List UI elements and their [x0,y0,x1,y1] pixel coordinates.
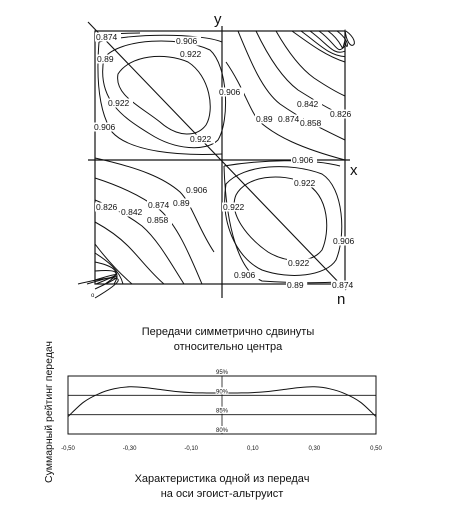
line-chart-y-label: Суммарный рейтинг передач [43,341,55,483]
contour-level-label: 0.89 [97,54,114,64]
contour-line-corner-tr [345,30,354,46]
x-tick-label: -0,10 [184,446,199,452]
contour-level-label: 0.906 [94,122,116,132]
y-axis-letter: y [214,11,222,28]
contour-level-label: 0.89 [173,198,190,208]
contour-level-label: 0.922 [223,202,245,212]
contour-level-label: 0.922 [180,49,202,59]
corner-mark: o [91,293,95,299]
contour-line-corner-tr [328,31,345,48]
contour-line-band-upper-4 [276,31,345,96]
x-tick-label: 0,10 [246,446,259,452]
line-chart-title-line-2: относительно центра [173,341,283,353]
contour-line-br-089 [224,161,340,283]
contour-level-label: 0.842 [121,207,143,217]
contour-level-label: 0.906 [176,36,198,46]
contour-level-label: 0.874 [148,200,170,210]
line-chart-x-label-line-2: на оси эгоист-альтруист [160,488,284,500]
line-chart-x-label-line-1: Характеристика одной из передач [134,473,310,485]
y-tick-label: 85% [215,408,229,415]
contour-level-label: 0.874 [278,114,300,124]
contour-level-label: 0.89 [287,280,304,290]
contour-level-label: 0.922 [294,178,316,188]
contour-level-label: 0.874 [332,280,354,290]
contour-level-label: 0.906 [333,236,355,246]
contour-line-band-lower-4 [95,222,164,284]
x-tick-label: -0,30 [122,446,137,452]
contour-map [78,11,358,308]
contour-level-label: 0.89 [256,114,273,124]
contour-level-label: 0.906 [234,270,256,280]
contour-level-label: 0.858 [147,215,169,225]
x-tick-label: 0,30 [308,446,321,452]
y-tick-label: 95% [215,370,229,376]
contour-level-label: 0.842 [297,99,319,109]
contour-level-label: 0.922 [288,258,310,268]
contour-level-label: 0.826 [96,202,118,212]
contour-level-label: 0.858 [300,118,322,128]
contour-corner-bottom-left [78,244,132,298]
contour-line-corner-tr [292,31,345,62]
contour-line-br-0922 [234,177,327,260]
x-tick-label: 0,50 [370,446,382,452]
contour-level-label: 0.874 [96,32,118,42]
line-chart-x-tick-labels [61,446,382,452]
x-axis-letter: x [350,162,358,179]
contour-level-label: 0.906 [186,185,208,195]
contour-line-band-upper-1 [226,62,345,160]
contour-level-label: 0.922 [190,134,212,144]
x-tick-label: -0,50 [61,446,75,452]
contour-level-label: 0.906 [219,87,241,97]
rating-line-chart [43,326,382,500]
contour-level-label: 0.906 [292,155,314,165]
y-tick-label: 90% [215,389,229,396]
contour-level-label: 0.922 [108,98,130,108]
n-axis-letter: n [337,291,346,308]
contour-level-label: 0.826 [330,109,352,119]
y-tick-label: 80% [215,428,229,434]
line-chart-title-line-1: Передачи симметрично сдвинуты [141,326,315,338]
contour-line-corner-tr [301,31,345,57]
